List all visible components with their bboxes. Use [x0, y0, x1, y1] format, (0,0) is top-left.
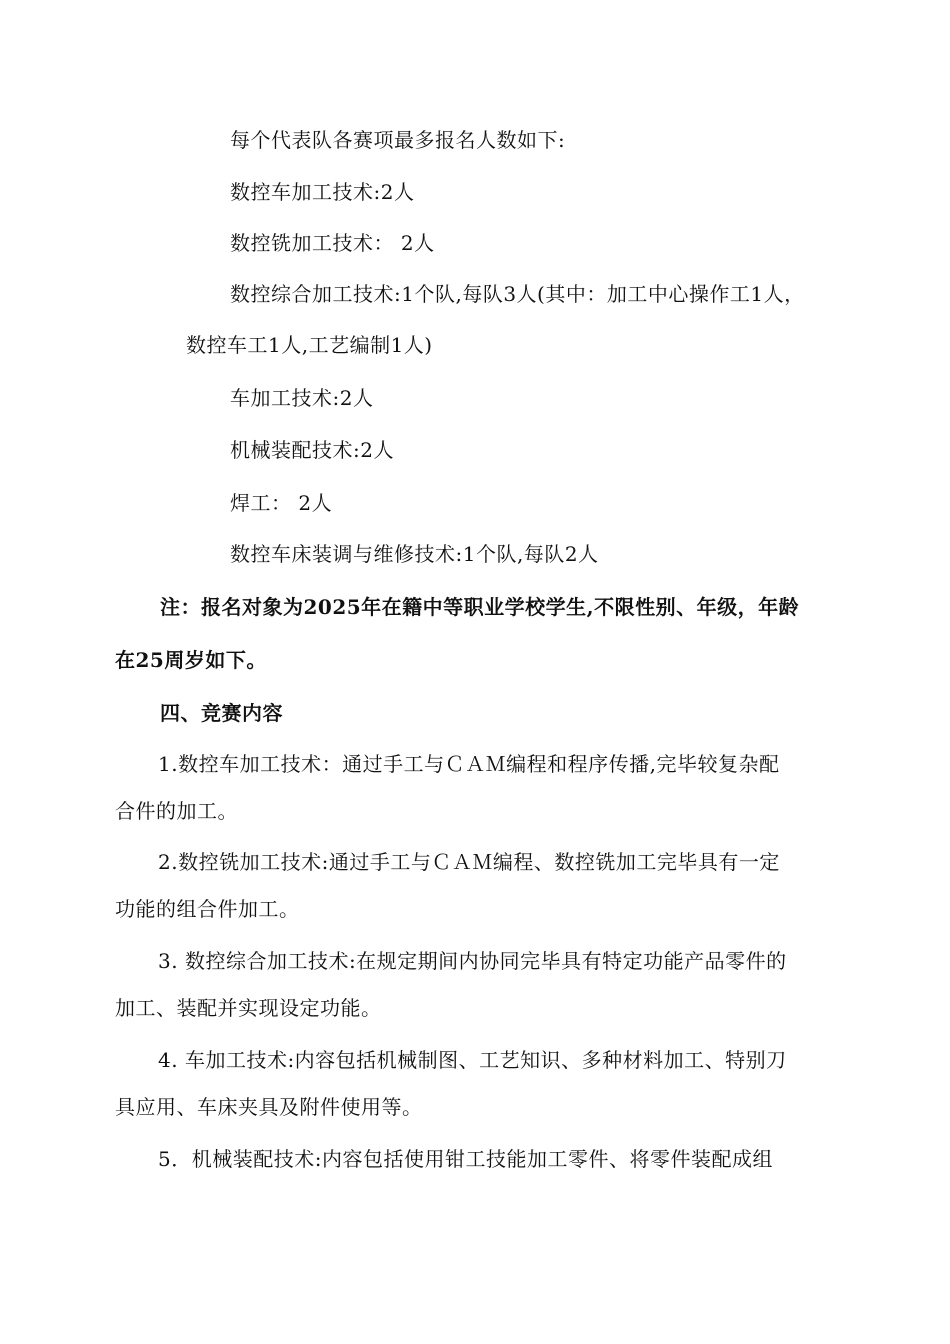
- content-item-continuation: 具应用、车床夹具及附件使用等。: [115, 1095, 423, 1119]
- quota-item-continuation: 数控车工1人,工艺编制1人): [186, 333, 433, 357]
- content-item-continuation: 合件的加工。: [115, 799, 238, 823]
- content-item-continuation: 功能的组合件加工。: [115, 897, 300, 921]
- note-line: 注：报名对象为2025年在籍中等职业学校学生,不限性别、年级，年龄: [160, 595, 800, 619]
- content-item: 2.数控铣加工技术:通过手工与ＣＡＭ编程、数控铣加工完毕具有一定: [158, 850, 780, 874]
- content-item: 4. 车加工技术:内容包括机械制图、工艺知识、多种材料加工、特别刀: [158, 1048, 787, 1072]
- content-item: 3. 数控综合加工技术:在规定期间内协同完毕具有特定功能产品零件的: [158, 949, 787, 973]
- quota-item: 数控车加工技术:2人: [230, 180, 415, 204]
- quota-item: 机械装配技术:2人: [230, 438, 394, 462]
- note-line-continuation: 在25周岁如下。: [115, 648, 267, 672]
- quota-item: 数控车床装调与维修技术:1个队,每队2人: [230, 542, 599, 566]
- section-title: 四、竞赛内容: [160, 701, 283, 725]
- quota-item: 车加工技术:2人: [230, 386, 374, 410]
- content-item: 5．机械装配技术:内容包括使用钳工技能加工零件、将零件装配成组: [158, 1147, 773, 1171]
- quota-item: 焊工： 2人: [230, 491, 333, 515]
- quota-item: 数控铣加工技术： 2人: [230, 231, 435, 255]
- quota-intro: 每个代表队各赛项最多报名人数如下:: [230, 128, 566, 152]
- content-item-continuation: 加工、装配并实现设定功能。: [115, 996, 382, 1020]
- content-item: 1.数控车加工技术：通过手工与ＣＡＭ编程和程序传播,完毕较复杂配: [158, 752, 780, 776]
- quota-item: 数控综合加工技术:1个队,每队3人(其中：加工中心操作工1人，: [230, 282, 805, 306]
